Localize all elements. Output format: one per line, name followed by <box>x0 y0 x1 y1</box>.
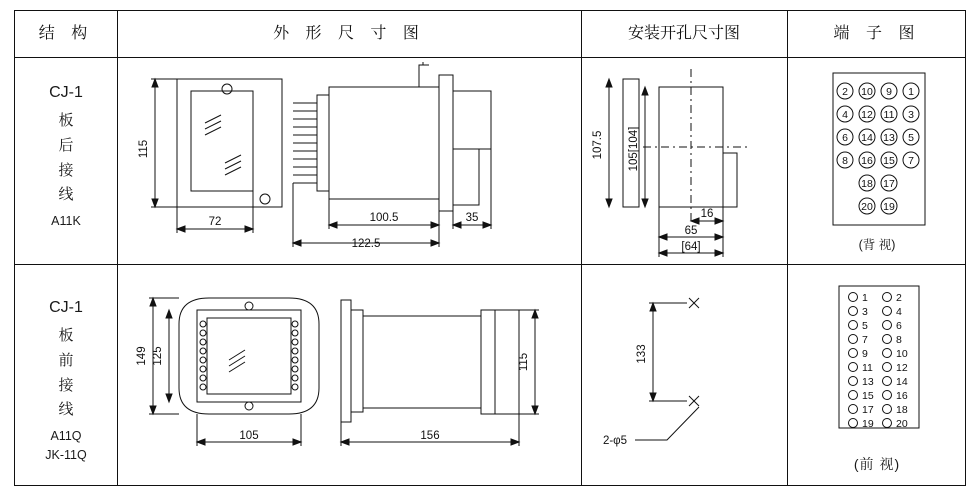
header-structure: 结 构 <box>38 25 94 42</box>
row2-term-6: 6 <box>896 320 902 332</box>
row1-cut-dim-64: [64] <box>681 241 701 253</box>
row2-term-1: 1 <box>862 292 868 304</box>
row2-term-18: 18 <box>896 404 908 416</box>
row2-line-3: 接 <box>58 376 74 394</box>
row1-term-16: 16 <box>861 155 873 167</box>
row2-line-4: 线 <box>58 401 74 419</box>
row2-term-16: 16 <box>896 390 908 402</box>
row2-term-12: 12 <box>896 362 908 374</box>
row-label-rear-wiring <box>15 57 117 264</box>
row1-line-3: 接 <box>58 161 74 179</box>
row2-term-10: 10 <box>896 348 908 360</box>
row1-term-18: 18 <box>861 178 873 190</box>
row2-term-14: 14 <box>896 376 908 388</box>
row2-outline-drawing <box>117 264 581 486</box>
row1-dim-72: 72 <box>208 216 222 228</box>
row1-term-1: 1 <box>908 86 914 98</box>
row2-cut-dim-133: 133 <box>636 344 648 364</box>
row1-term-3: 3 <box>908 109 914 121</box>
row2-term-20: 20 <box>896 418 908 430</box>
row2-term-19: 19 <box>862 418 874 430</box>
row2-dim-156: 156 <box>420 430 440 442</box>
row1-term-12: 12 <box>861 109 873 121</box>
row1-term-8: 8 <box>842 155 848 167</box>
row2-dim-149: 149 <box>136 346 148 366</box>
row1-term-13: 13 <box>883 132 895 144</box>
row2-dim-115: 115 <box>518 352 530 372</box>
row-label-front-wiring <box>15 264 117 486</box>
row2-dim-105: 105 <box>239 430 259 442</box>
row2-term-5: 5 <box>862 320 868 332</box>
row2-term-3: 3 <box>862 306 868 318</box>
row1-term-11: 11 <box>883 109 895 121</box>
row1-line-1: 板 <box>58 112 74 130</box>
row2-view-note: (前 视) <box>853 456 901 472</box>
row2-term-15: 15 <box>862 390 874 402</box>
row1-term-14: 14 <box>861 132 873 144</box>
row2-term-17: 17 <box>862 404 874 416</box>
row1-outline-drawing <box>117 57 581 264</box>
row1-cutout-drawing <box>581 57 787 264</box>
row1-dim-122-5: 122.5 <box>351 238 381 250</box>
row1-view-note: (背 视) <box>858 238 896 252</box>
row2-term-11: 11 <box>862 362 873 374</box>
row1-cut-dim-105: 105[104] <box>628 126 640 172</box>
row2-term-13: 13 <box>862 376 874 388</box>
row1-term-7: 7 <box>908 155 914 167</box>
row1-term-10: 10 <box>861 86 873 98</box>
row1-cut-dim-65: 65 <box>684 225 698 237</box>
row1-dim-100-5: 100.5 <box>369 212 399 224</box>
row2-dim-125: 125 <box>152 346 164 366</box>
row1-term-19: 19 <box>883 201 895 213</box>
row2-line-2: 前 <box>58 351 74 369</box>
row1-term-4: 4 <box>842 109 848 121</box>
row1-code: A11K <box>51 214 81 229</box>
row2-code: A11Q <box>50 429 82 444</box>
row1-dim-115: 115 <box>138 139 150 159</box>
row1-terminal-diagram <box>787 57 967 264</box>
row2-term-4: 4 <box>896 306 902 318</box>
row1-term-6: 6 <box>842 132 848 144</box>
row2-term-7: 7 <box>862 334 868 346</box>
row2-cut-dim-2phi5: 2-φ5 <box>602 435 628 447</box>
row2-term-9: 9 <box>862 348 868 360</box>
row2-cutout-drawing <box>581 264 787 486</box>
header-terminal: 端 子 图 <box>833 25 921 42</box>
header-outline: 外 形 尺 寸 图 <box>273 25 425 42</box>
row2-model: CJ-1 <box>49 299 83 316</box>
row2-line-1: 板 <box>58 327 74 345</box>
row1-term-2: 2 <box>842 86 848 98</box>
row1-line-2: 后 <box>58 136 74 154</box>
row1-model: CJ-1 <box>49 84 83 101</box>
row1-cut-dim-107-5: 107.5 <box>592 130 604 160</box>
row2-term-8: 8 <box>896 334 902 346</box>
row1-term-20: 20 <box>861 201 873 213</box>
row1-term-17: 17 <box>883 178 895 190</box>
header-cutout: 安装开孔尺寸图 <box>627 25 740 42</box>
row2-terminal-diagram <box>787 264 967 486</box>
dimension-table <box>14 10 966 486</box>
row1-term-5: 5 <box>908 132 914 144</box>
row1-term-15: 15 <box>883 155 895 167</box>
row2-term-2: 2 <box>896 292 902 304</box>
row2-code2: JK-11Q <box>45 448 87 463</box>
row1-term-9: 9 <box>886 86 892 98</box>
row1-dim-35: 35 <box>465 212 479 224</box>
row1-cut-dim-16: 16 <box>700 208 714 220</box>
row1-line-4: 线 <box>58 186 74 204</box>
